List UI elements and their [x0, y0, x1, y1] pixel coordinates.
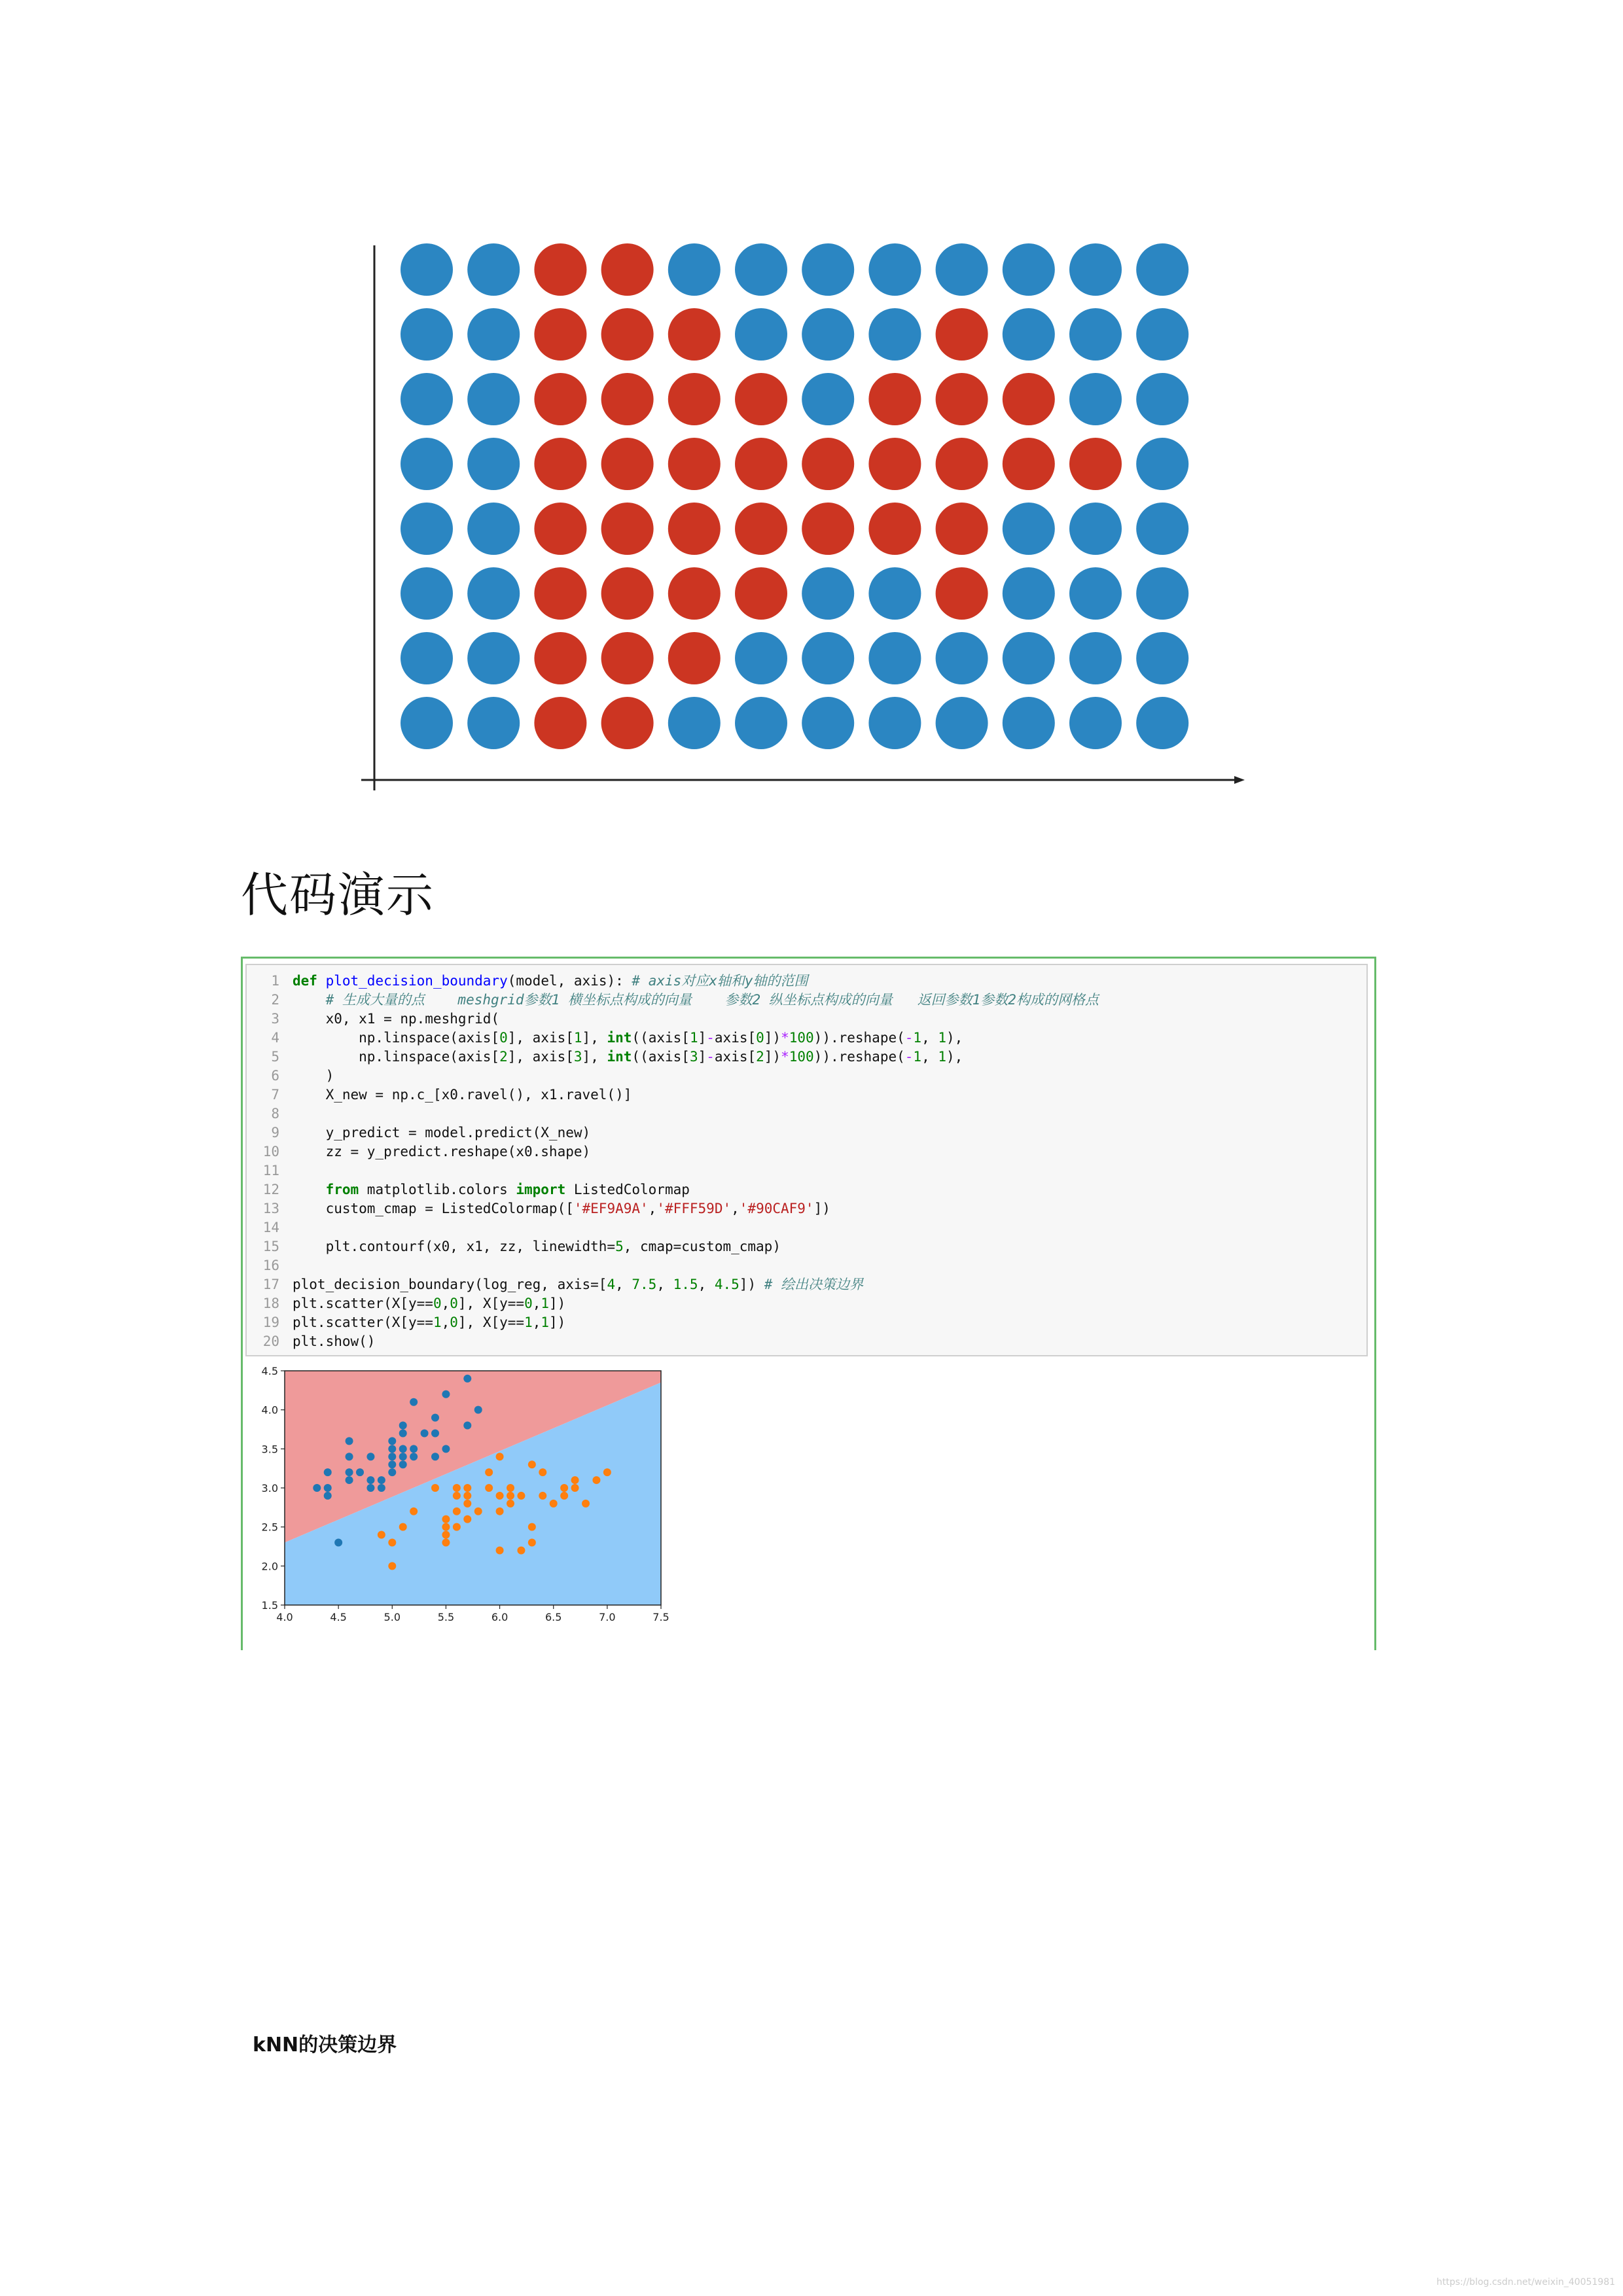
red-dot	[601, 308, 654, 361]
class1-point	[410, 1508, 418, 1515]
class1-point	[463, 1492, 471, 1500]
class1-point	[603, 1468, 611, 1476]
line-number: 19	[262, 1315, 279, 1330]
line-number: 1	[271, 973, 279, 989]
class1-point	[571, 1476, 579, 1484]
class1-point	[378, 1531, 385, 1539]
class0-point	[442, 1445, 450, 1453]
red-dot	[735, 373, 787, 425]
class0-point	[356, 1468, 364, 1476]
notebook-cell[interactable]	[241, 957, 1376, 1650]
blue-dot	[401, 373, 453, 425]
class1-point	[485, 1468, 493, 1476]
class0-point	[431, 1414, 439, 1422]
class0-point	[399, 1445, 407, 1453]
code-line	[247, 1123, 1366, 1142]
class0-point	[431, 1429, 439, 1437]
code-line	[247, 1294, 1366, 1313]
line-number: 7	[271, 1087, 279, 1103]
watermark: https://blog.csdn.net/weixin_40051981	[1436, 2277, 1616, 2287]
class1-point	[560, 1492, 568, 1500]
y-tick-label: 2.5	[261, 1521, 278, 1534]
y-tick-label: 1.5	[261, 1599, 278, 1612]
code-line	[247, 1237, 1366, 1256]
class1-point	[517, 1546, 525, 1554]
line-number: 18	[262, 1296, 279, 1311]
x-axis-arrow	[1234, 776, 1245, 784]
blue-dot	[467, 503, 520, 555]
code-input-area[interactable]	[245, 964, 1368, 1356]
class1-point	[582, 1500, 590, 1508]
red-dot	[668, 438, 721, 490]
class1-point	[442, 1523, 450, 1531]
blue-dot	[1069, 308, 1122, 361]
red-dot	[735, 567, 787, 620]
class0-point	[399, 1453, 407, 1460]
y-tick-label: 3.0	[261, 1482, 278, 1494]
red-dot	[534, 632, 586, 684]
blue-dot	[1003, 243, 1055, 296]
blue-dot	[1069, 567, 1122, 620]
code-line	[247, 1029, 1366, 1048]
class0-point	[324, 1492, 332, 1500]
code-text: y_predict = model.predict(X_new)	[293, 1125, 591, 1140]
y-tick-label: 2.0	[261, 1560, 278, 1573]
blue-dot	[401, 308, 453, 361]
red-dot	[936, 308, 988, 361]
class0-point	[346, 1437, 353, 1445]
code-line	[247, 1104, 1366, 1123]
class0-point	[366, 1476, 374, 1484]
blue-dot	[1003, 697, 1055, 749]
blue-dot	[467, 308, 520, 361]
footer-heading: kNN的决策边界	[253, 2034, 397, 2057]
x-tick-label: 6.0	[491, 1611, 508, 1623]
blue-dot	[735, 697, 787, 749]
class1-point	[485, 1484, 493, 1492]
line-number: 12	[262, 1182, 279, 1197]
code-text: # 生成大量的点 meshgrid参数1 横坐标点构成的向量 参数2 纵坐标点构成的向量 返回参数1参数2构成的网格点	[325, 992, 1099, 1008]
red-dot	[802, 438, 854, 490]
class1-point	[539, 1492, 546, 1500]
class1-point	[517, 1492, 525, 1500]
class0-point	[366, 1453, 374, 1460]
x-tick-label: 4.0	[276, 1611, 293, 1623]
red-dot	[668, 373, 721, 425]
blue-dot	[868, 632, 921, 684]
code-text: def plot_decision_boundary(model, axis): # axis对应x轴和y轴的范围	[293, 973, 808, 989]
class0-point	[324, 1484, 332, 1492]
class1-point	[507, 1500, 514, 1508]
blue-dot	[868, 697, 921, 749]
x-tick-label: 6.5	[544, 1611, 562, 1623]
red-dot	[936, 503, 988, 555]
blue-dot	[1136, 632, 1188, 684]
class1-point	[528, 1523, 536, 1531]
red-dot	[534, 373, 586, 425]
blue-dot	[1069, 697, 1122, 749]
red-dot	[1003, 438, 1055, 490]
class0-point	[388, 1468, 396, 1476]
code-text: X_new = np.c_[x0.ravel(), x1.ravel()]	[293, 1087, 632, 1103]
blue-dot	[802, 243, 854, 296]
code-text: )	[293, 1068, 334, 1084]
code-text: from matplotlib.colors import ListedColormap	[325, 1182, 690, 1197]
line-number: 9	[271, 1125, 279, 1140]
class0-point	[410, 1445, 418, 1453]
class1-point	[507, 1484, 514, 1492]
blue-dot	[668, 697, 721, 749]
code-text: custom_cmap = ListedColormap(['#EF9A9A','#FFF59D','#90CAF9'])	[293, 1201, 830, 1216]
x-tick-label: 7.5	[652, 1611, 669, 1623]
line-number: 10	[262, 1144, 279, 1159]
code-text: zz = y_predict.reshape(x0.shape)	[293, 1144, 591, 1159]
line-number: 15	[262, 1239, 279, 1254]
dot-layer	[401, 243, 1188, 749]
x-tick-label: 5.5	[437, 1611, 455, 1623]
blue-dot	[1003, 503, 1055, 555]
line-number: 20	[262, 1333, 279, 1349]
blue-dot	[1136, 567, 1188, 620]
blue-dot	[936, 697, 988, 749]
blue-dot	[467, 567, 520, 620]
blue-dot	[467, 438, 520, 490]
blue-dot	[1136, 243, 1188, 296]
red-dot	[601, 438, 654, 490]
red-dot	[601, 373, 654, 425]
y-tick-label: 4.5	[261, 1365, 278, 1377]
class1-point	[442, 1531, 450, 1539]
blue-dot	[802, 697, 854, 749]
line-number: 6	[271, 1068, 279, 1084]
blue-dot	[467, 632, 520, 684]
code-line	[247, 1161, 1366, 1180]
y-tick-label: 4.0	[261, 1404, 278, 1417]
blue-dot	[735, 632, 787, 684]
red-dot	[534, 697, 586, 749]
blue-dot	[735, 243, 787, 296]
class0-point	[410, 1453, 418, 1460]
code-line	[247, 1067, 1366, 1086]
line-number: 4	[271, 1030, 279, 1046]
blue-dot	[1136, 438, 1188, 490]
red-dot	[601, 243, 654, 296]
class0-point	[388, 1453, 396, 1460]
red-dot	[534, 308, 586, 361]
class0-point	[378, 1484, 385, 1492]
code-text: plt.scatter(X[y==0,0], X[y==0,1])	[293, 1296, 566, 1311]
blue-dot	[1003, 567, 1055, 620]
class0-point	[388, 1437, 396, 1445]
code-line	[247, 991, 1366, 1010]
class0-point	[410, 1398, 418, 1406]
code-line	[247, 1086, 1366, 1104]
blue-dot	[467, 243, 520, 296]
code-text: plt.scatter(X[y==1,0], X[y==1,1])	[293, 1315, 566, 1330]
red-dot	[735, 438, 787, 490]
red-dot	[668, 308, 721, 361]
blue-dot	[802, 373, 854, 425]
class1-point	[539, 1468, 546, 1476]
blue-dot	[868, 308, 921, 361]
red-dot	[868, 373, 921, 425]
red-dot	[668, 632, 721, 684]
code-line	[247, 1180, 1366, 1199]
blue-dot	[467, 697, 520, 749]
red-dot	[601, 632, 654, 684]
code-line	[247, 1313, 1366, 1332]
blue-dot	[1069, 632, 1122, 684]
line-number: 2	[271, 992, 279, 1008]
blue-dot	[1003, 632, 1055, 684]
class0-point	[388, 1460, 396, 1468]
code-line	[247, 1048, 1366, 1067]
blue-dot	[1136, 697, 1188, 749]
class0-point	[399, 1429, 407, 1437]
red-dot	[601, 567, 654, 620]
blue-dot	[668, 243, 721, 296]
class1-point	[496, 1453, 504, 1460]
class1-point	[496, 1508, 504, 1515]
blue-dot	[467, 373, 520, 425]
code-line	[247, 1010, 1366, 1029]
red-dot	[601, 697, 654, 749]
line-number: 16	[262, 1258, 279, 1273]
class1-point	[528, 1460, 536, 1468]
blue-dot	[1136, 308, 1188, 361]
decision-boundary-plot	[243, 1361, 669, 1623]
class1-point	[399, 1523, 407, 1531]
blue-dot	[802, 632, 854, 684]
red-dot	[868, 503, 921, 555]
blue-dot	[802, 567, 854, 620]
red-dot	[802, 503, 854, 555]
class0-point	[463, 1375, 471, 1383]
class0-point	[313, 1484, 321, 1492]
red-dot	[936, 373, 988, 425]
blue-dot	[1136, 503, 1188, 555]
line-number: 8	[271, 1106, 279, 1122]
section-heading: 代码演示	[241, 868, 435, 923]
blue-dot	[401, 567, 453, 620]
class1-point	[453, 1492, 461, 1500]
line-number: 14	[262, 1220, 279, 1235]
red-dot	[601, 503, 654, 555]
red-dot	[868, 438, 921, 490]
red-dot	[1069, 438, 1122, 490]
class0-point	[474, 1406, 482, 1414]
code-line	[247, 1142, 1366, 1161]
blue-dot	[401, 438, 453, 490]
dot-grid-illustration	[353, 229, 1250, 792]
blue-dot	[735, 308, 787, 361]
class0-point	[421, 1429, 429, 1437]
class1-point	[442, 1539, 450, 1547]
code-line	[247, 1275, 1366, 1294]
blue-dot	[868, 567, 921, 620]
blue-dot	[1003, 308, 1055, 361]
blue-dot	[868, 243, 921, 296]
line-number: 13	[262, 1201, 279, 1216]
code-line	[247, 1332, 1366, 1351]
class1-point	[463, 1515, 471, 1523]
blue-dot	[401, 632, 453, 684]
class0-point	[388, 1445, 396, 1453]
class0-point	[324, 1468, 332, 1476]
class0-point	[346, 1453, 353, 1460]
blue-dot	[1136, 373, 1188, 425]
class0-point	[346, 1476, 353, 1484]
red-dot	[1003, 373, 1055, 425]
x-tick-label: 7.0	[599, 1611, 616, 1623]
class1-point	[571, 1484, 579, 1492]
class1-point	[592, 1476, 600, 1484]
blue-dot	[401, 243, 453, 296]
class0-point	[431, 1453, 439, 1460]
code-line	[247, 1256, 1366, 1275]
red-dot	[534, 567, 586, 620]
class1-point	[496, 1546, 504, 1554]
class0-point	[399, 1422, 407, 1430]
class0-point	[366, 1484, 374, 1492]
code-text: plt.show()	[293, 1333, 376, 1349]
line-number: 17	[262, 1277, 279, 1292]
blue-dot	[802, 308, 854, 361]
red-dot	[735, 503, 787, 555]
class0-point	[378, 1476, 385, 1484]
class1-point	[550, 1500, 558, 1508]
red-dot	[534, 243, 586, 296]
code-line	[247, 1199, 1366, 1218]
red-dot	[668, 503, 721, 555]
line-number: 5	[271, 1049, 279, 1065]
red-dot	[534, 438, 586, 490]
class1-point	[442, 1515, 450, 1523]
y-tick-label: 3.5	[261, 1443, 278, 1456]
line-number: 11	[262, 1163, 279, 1178]
class1-point	[463, 1484, 471, 1492]
x-tick-label: 4.5	[330, 1611, 347, 1623]
class1-point	[453, 1523, 461, 1531]
class1-point	[507, 1492, 514, 1500]
class1-point	[496, 1492, 504, 1500]
class1-point	[560, 1484, 568, 1492]
code-text: plt.contourf(x0, x1, zz, linewidth=5, cmap=custom_cmap)	[293, 1239, 781, 1254]
class0-point	[399, 1460, 407, 1468]
class1-point	[453, 1484, 461, 1492]
blue-dot	[1069, 373, 1122, 425]
code-line	[247, 972, 1366, 991]
red-dot	[936, 567, 988, 620]
class1-point	[453, 1508, 461, 1515]
red-dot	[534, 503, 586, 555]
class0-point	[334, 1539, 342, 1547]
code-text: np.linspace(axis[2], axis[3], int((axis[3]-axis[2])*100)).reshape(-1, 1),	[293, 1049, 963, 1065]
red-dot	[668, 567, 721, 620]
code-text: plot_decision_boundary(log_reg, axis=[4, 7.5, 1.5, 4.5]) # 绘出决策边界	[293, 1277, 864, 1292]
line-number: 3	[271, 1011, 279, 1027]
code-text: x0, x1 = np.meshgrid(	[293, 1011, 500, 1027]
class1-point	[431, 1484, 439, 1492]
class1-point	[463, 1500, 471, 1508]
blue-dot	[1069, 503, 1122, 555]
x-tick-label: 5.0	[383, 1611, 401, 1623]
code-line	[247, 1218, 1366, 1237]
red-dot	[936, 438, 988, 490]
code-text: np.linspace(axis[0], axis[1], int((axis[1]-axis[0])*100)).reshape(-1, 1),	[293, 1030, 963, 1046]
class0-point	[346, 1468, 353, 1476]
class1-point	[388, 1539, 396, 1547]
blue-dot	[936, 243, 988, 296]
blue-dot	[1069, 243, 1122, 296]
class1-point	[528, 1539, 536, 1547]
class1-point	[388, 1562, 396, 1570]
blue-dot	[401, 503, 453, 555]
class0-point	[442, 1390, 450, 1398]
class1-point	[474, 1508, 482, 1515]
class0-point	[463, 1422, 471, 1430]
blue-dot	[401, 697, 453, 749]
blue-dot	[936, 632, 988, 684]
